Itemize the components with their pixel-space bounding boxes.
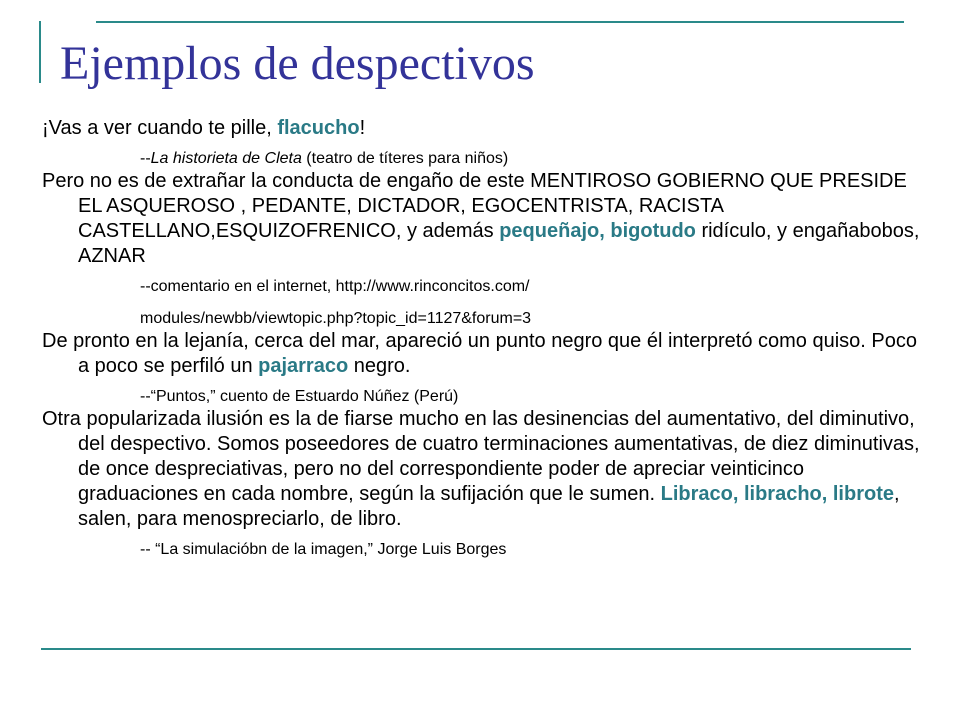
- quote-4-text: Otra popularizada ilusión es la de fiarse mucho en las desinencias del aumentativo, del diminutivo, del despectivo. Somos poseedores de cuatro terminaciones aumentativas, de diez diminutivas, de once despreciativas, pero no del correspondiente poder de apreciar veinticinco graduaciones en cada nombre, según la sufijación que le sumen.: [42, 408, 920, 505]
- quote-1-citation-prefix: --: [140, 150, 151, 167]
- quote-2-citation-line-2: modules/newbb/viewtopic.php?topic_id=1127&forum=3: [140, 310, 532, 327]
- quote-3-end: negro.: [348, 355, 411, 377]
- quote-1-citation-work: La historieta de Cleta: [150, 150, 302, 167]
- bottom-rule: [41, 648, 911, 650]
- quote-3-term: pajarraco: [258, 355, 349, 377]
- quote-2-term-2: bigotudo: [610, 220, 696, 242]
- quote-3: [42, 329, 922, 379]
- quote-1-citation-rest: (teatro de títeres para niños): [301, 150, 509, 167]
- quote-3-text: De pronto en la lejanía, cerca del mar, apareció un punto negro que él interpretó como quiso. Poco a poco se perfiló un: [42, 330, 917, 377]
- quote-4-end: , salen, para menospreciarlo, de libro.: [78, 483, 900, 530]
- quote-2-term-1: pequeñajo: [499, 220, 600, 242]
- quote-4-citation: -- “La simulacióbn de la imagen,” Jorge Luis Borges: [140, 541, 507, 558]
- quote-2-end: ridículo, y engañabobos, AZNAR: [78, 220, 920, 267]
- quote-1-end: !: [359, 117, 366, 139]
- quote-4-terms: Libraco, libracho, librote: [660, 483, 894, 505]
- quote-1-opening-mark: ¡: [42, 117, 49, 139]
- quote-1: [42, 116, 922, 141]
- slide-title: Ejemplos de despectivos: [60, 37, 535, 90]
- quote-2-citation-line-1: --comentario en el internet, http://www.rinconcitos.com/: [140, 278, 530, 295]
- quote-2: [42, 169, 922, 269]
- quote-4: [42, 407, 922, 532]
- quote-2-text: Pero no es de extrañar la conducta de engaño de este MENTIROSO GOBIERNO QUE PRESIDE EL ASQUEROSO , PEDANTE, DICTADOR, EGOCENTRISTA, RACISTA CASTELLANO,ESQUIZOFRENICO, y además: [42, 170, 907, 242]
- quote-1-citation: [42, 149, 922, 169]
- quote-3-citation: --“Puntos,” cuento de Estuardo Núñez (Perú): [140, 388, 459, 405]
- top-rule: [96, 21, 904, 23]
- quote-1-text: Vas a ver cuando te pille,: [48, 117, 278, 139]
- quote-2-separator: ,: [599, 220, 611, 242]
- left-rule: [39, 21, 41, 83]
- slide-body: [42, 116, 922, 560]
- quote-1-term: flacucho: [277, 117, 360, 139]
